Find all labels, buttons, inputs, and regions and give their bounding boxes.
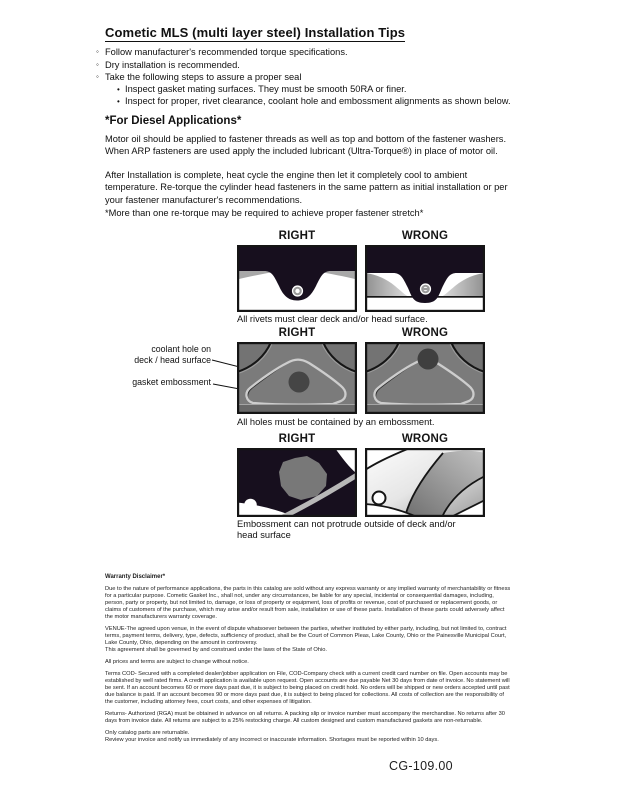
protrusion-right-diagram: [237, 448, 357, 517]
disclaimer-paragraph: Returns- Authorized (RGA) must be obtained in advance on all returns. A packing slip or invoice number must accompany the merchandise. No returns after 30 days from invoice date. All returns are subject to a 25% restocking charge. All custom designed and custom manufactured gaskets are non-returnable.: [105, 711, 505, 724]
disclaimer-paragraph: Due to the nature of performance applications, the parts in this catalog are sold without any express warranty or any implied warranty of merchantability or fitness for a particular purpose. Cometic Gasket Inc., shall not, under any circumstances, be liable for any special, incidental or consequential damages, including, person, party or property, but not limited to, damage, or loss of property or equipment, loss of profits or revenue, cost of purchased or replacement goods, or claims of customers of the purchase, which may arise and/or result from sale, installation or use of these parts. Installation of these parts could adversely affect the motor manufacturers warranty coverage.: [105, 586, 511, 620]
document-number: CG-109.00: [389, 759, 453, 773]
coolant-hole-misaligned: [418, 349, 439, 370]
disclaimer-paragraph: All prices and terms are subject to change without notice.: [105, 659, 249, 665]
diesel-paragraph-2: After Installation is complete, heat cycle the engine then let it completely cool to ambient temperature. Re-torque the cylinder head fasteners in the same pattern as initial installation or per your fastener manufacturer's recommendations.: [105, 170, 508, 205]
protrusion-wrong-diagram: [365, 448, 485, 517]
diesel-heading: *For Diesel Applications*: [105, 115, 242, 127]
gasket-embossment-annotation: gasket embossment: [132, 377, 211, 387]
row3-caption: Embossment can not protrude outside of deck and/or head surface: [237, 519, 456, 540]
list-item-text: Follow manufacturer's recommended torque specifications.: [105, 47, 348, 57]
embossment-wrong-diagram: [365, 342, 485, 414]
list-item-text: Dry installation is recommended.: [105, 59, 240, 70]
right-label-row1: RIGHT: [278, 230, 316, 242]
open-bullet-icon: ◦: [96, 59, 99, 69]
filled-bullet-icon: •: [117, 85, 120, 94]
retorque-note: *More than one re-torque may be required to achieve proper fastener stretch*: [105, 208, 424, 218]
rivet-contact-mark: [423, 288, 427, 290]
list-item-text: Take the following steps to assure a proper seal: [105, 72, 302, 82]
right-label-row3: RIGHT: [278, 433, 316, 445]
wrong-label-row2: WRONG: [401, 327, 449, 339]
list-item-text: Inspect for proper, rivet clearance, coolant hole and embossment alignments as shown below.: [125, 96, 511, 106]
annotation-line: deck / head surface: [134, 354, 211, 365]
bolt-hole: [244, 499, 257, 512]
list-item: [96, 59, 516, 71]
coolant-hole: [289, 372, 310, 393]
diesel-paragraph-1: Motor oil should be applied to fastener threads as well as top and bottom of the fastener washers. When ARP fasteners are used apply the included lubricant (Ultra-Torque®) in place of motor oil.: [105, 134, 507, 157]
disclaimer-paragraph: This agreement shall be governed by and construed under the laws of the State of Ohio.: [105, 647, 327, 653]
warranty-disclaimer: [105, 574, 512, 744]
sub-list-item: [117, 83, 517, 95]
disclaimer-paragraph: Review your invoice and notify us immediately of any incorrect or inaccurate information. Shortages must be reported within 10 days.: [105, 737, 439, 743]
wrong-label-row1: WRONG: [401, 230, 449, 242]
disclaimer-paragraph: Only catalog parts are returnable.: [105, 730, 190, 736]
open-bullet-icon: ◦: [96, 47, 99, 56]
disclaimer-paragraph: VENUE-The agreed upon venue, in the event of dispute whatsoever between the parties, whether instituted by either party, including, but not limited to, contract terms, payment terms, delivery, type, defects, sufficiency of product, shall be the Court of Common Pleas, Lake County, Ohio or the Painesville Municipal Court, Lake County, Ohio, depending on the amount in controversy.: [105, 626, 507, 646]
list-item-text: Inspect gasket mating surfaces. They must be smooth 50RA or finer.: [125, 84, 407, 94]
rivet-wrong-diagram: [365, 245, 485, 312]
bolt-hole: [373, 492, 386, 505]
rivet-center: [295, 289, 299, 293]
disclaimer-paragraph: Terms COD- Secured with a completed dealer/jobber application on File, COD-Company check with a current credit card number on file. Open accounts may be established by well rated firms. A credit application is available upon request. Open accounts are due payable Net 30 days from date of invoice. No statement will be sent. If an account becomes 60 or more days past due, it is subject to being placed on credit hold. No orders will be shipped or new orders accepted until past due balance is paid. If an account becomes 90 or more days past due, it is subject to being placed for collections. All costs of collection are the responsibility of the customer, including attorney fees, court costs, and other expenses of litigation.: [105, 671, 510, 705]
list-item: [96, 71, 516, 83]
disclaimer-heading: Warranty Disclaimer*: [105, 574, 166, 580]
annotation-line: coolant hole on: [151, 344, 211, 354]
coolant-hole-annotation: [105, 344, 211, 365]
right-label-row2: RIGHT: [278, 327, 316, 339]
row1-caption: All rivets must clear deck and/or head surface.: [237, 314, 428, 324]
wrong-label-row3: WRONG: [401, 433, 449, 445]
sub-list-item: [117, 95, 517, 107]
page-title: Cometic MLS (multi layer steel) Installation Tips: [105, 25, 406, 40]
row2-caption: All holes must be contained by an embossment.: [237, 417, 435, 427]
rivet-right-diagram: [237, 245, 357, 312]
embossment-right-diagram: [237, 342, 357, 414]
list-item: [96, 46, 516, 58]
open-bullet-icon: ◦: [96, 72, 99, 81]
filled-bullet-icon: •: [117, 97, 120, 106]
